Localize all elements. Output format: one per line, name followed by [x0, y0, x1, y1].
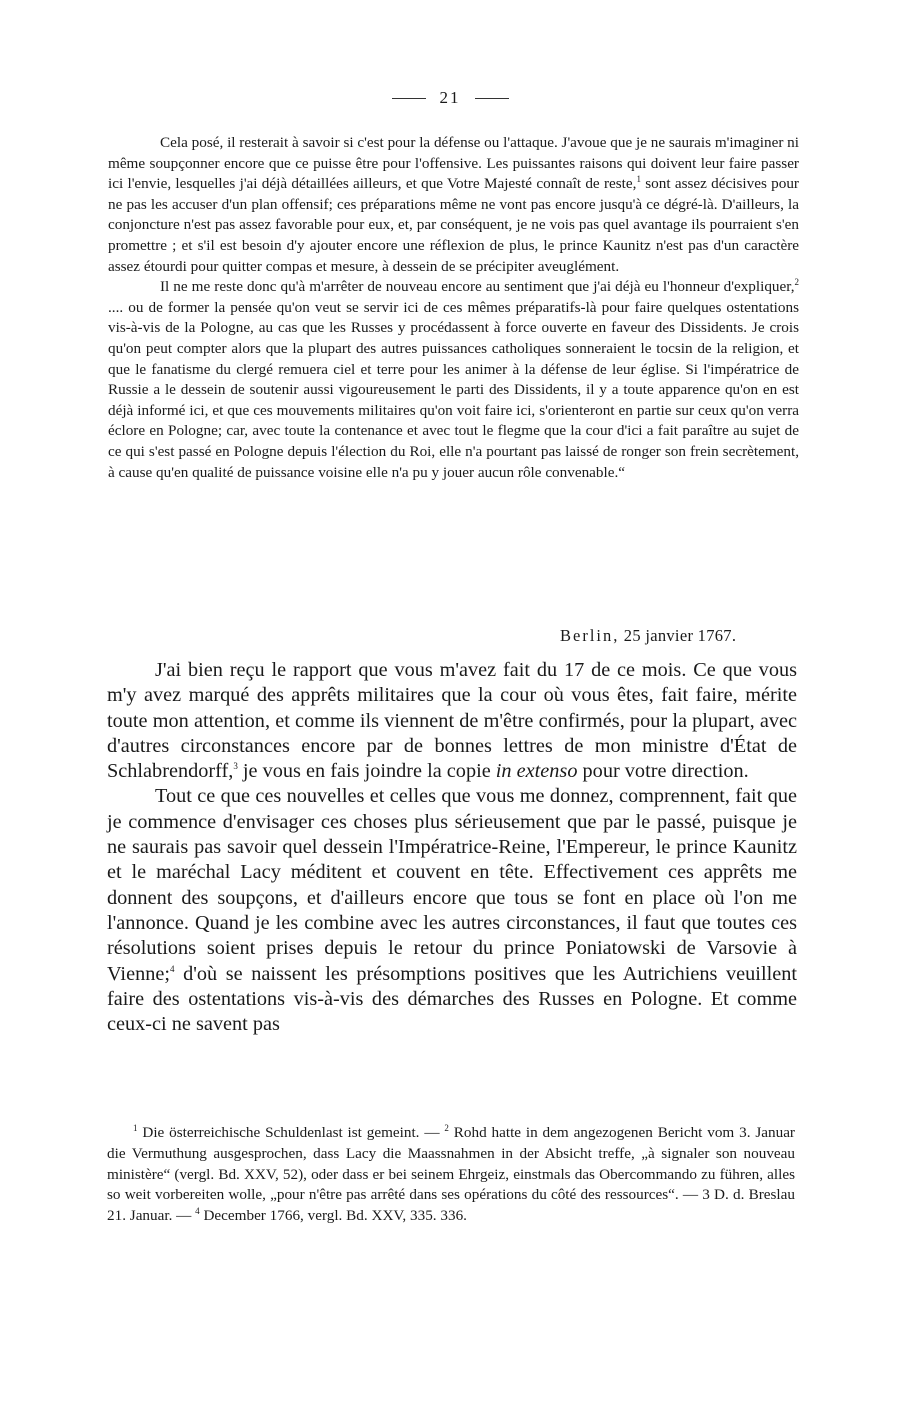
dateline — [560, 626, 736, 646]
quote-paragraph-2-text-cont: .... ou de former la pensée qu'on veut se servir ici de ces mêmes préparatifs-là pour faire quelques ostentations vis-à-vis de la Pologne, au cas que les Russes y procédassent à force ouverte en faveur des Dissidents. Je crois qu'on peut compter alors que la plupart des autres puissances catholiques sonneraient le tocsin de la religion, et que le fanatisme du clergé remuera ciel et terre pour les animer à la défense de leur église. Si l'impératrice de Russie a le dessein de soutenir aussi vigoureusement le parti des Dissidents, il y a toute apparence qu'on en est déjà informé ici, et que ces mouvements militaires qu'on voit faire ici, s'orienteront en partie sur ceux qu'on verra éclore en Pologne; car, avec toute la contenance et avec tout le flegme que la cour d'ici a fait paraître au sujet de ce qui s'est passé en Pologne depuis l'élection du Roi, elle n'a pourtant pas laissé de ronger son frein secrètement, à cause qu'en qualité de puissance voisine elle n'a pu y jouer aucun rôle convenable.“ — [108, 298, 799, 481]
footnotes — [107, 1123, 795, 1227]
dateline-place: Berlin, — [560, 626, 620, 645]
footnote-2-marker: 2 — [444, 1122, 449, 1133]
footnote-ref-3: 3 — [233, 761, 238, 772]
footnote-ref-4: 4 — [169, 963, 175, 974]
letter-paragraph-1-text: J'ai bien reçu le rapport que vous m'avez fait du 17 de ce mois. Ce que vous m'y avez marqué des apprêts militaires que la cour où vous êtes, fait faire, mérite toute mon attention, et comme ils viennent de m'être confirmés, pour la plupart, avec d'autres circonstances encore par de bonnes lettres de mon ministre d'État de Schlabrendorff, — [107, 659, 797, 783]
letter-body — [107, 658, 797, 1037]
header-rule-left — [392, 98, 426, 99]
footnote-ref-1: 1 — [636, 174, 641, 185]
quote-paragraph-1-text: Cela posé, il resterait à savoir si c'est pour la défense ou l'attaque. J'avoue que je ne saurais m'imaginer ni même soupçonner encore que ce puisse être pour l'offensive. Les puissantes raisons qui doivent leur faire passer ici l'envie, lesquelles j'ai déjà détaillées ailleurs, et que Votre Majesté connaît de reste, — [108, 134, 799, 193]
quote-paragraph-1-text-cont: sont assez décisives pour ne pas les accuser d'un plan offensif; ces préparations même ne vont pas encore jusqu'à ce dégré-là. D'ailleurs, la conjoncture n'est pas assez favorable pour eux, et, par conséquent, je ne vois pas quel avantage ils pourraient s'en promettre ; et s'il est besoin d'y ajouter encore une réflexion de plus, le prince Kaunitz n'est pas d'un caractère assez étourdi pour quitter compas et mesure, à dessein de se précipiter aveuglément. — [108, 175, 799, 275]
letter-paragraph-1-mid: je vous en fais joindre la copie — [237, 760, 496, 783]
letter-paragraph-1-end: pour votre direction. — [577, 760, 749, 783]
footnote-1-marker: 1 — [133, 1122, 138, 1133]
quote-paragraph-2 — [108, 277, 799, 483]
letter-paragraph-2-text: Tout ce que ces nouvelles et celles que vous me donnez, comprennent, fait que je commence d'envisager ces choses plus sérieusement que par le passé, puisque je ne saurais pas savoir quel dessein l'Impératrice-Reine, l'Empereur, le prince Kaunitz et le maréchal Lacy méditent et couvent en tête. Effectivement ces apprêts me donnent des soupçons, et d'ailleurs encore que tous se font en place où l'on me l'annonce. Quand je les combine avec les autres circonstances, il faut que toutes ces résolutions soient prises depuis le retour du prince Poniatowski de Varsovie à Vienne; — [107, 785, 797, 985]
page-header — [0, 88, 900, 108]
footnote-1-text: Die österreichische Schuldenlast ist gemeint. — — [137, 1124, 445, 1141]
footnote-2-text: Rohd hatte in dem angezogenen Bericht vom 3. Januar die Vermuthung ausgesprochen, dass Lacy die Maassnahmen in der Absicht treffe, „à signaler son nouveau ministère“ (vergl. Bd. XXV, 52), oder dass er bei seinem Ehrgeiz, einstmals das Obercommando zu führen, alles so weit vorbereiten wolle, „pour n'être pas arrêté dans ses opérations du côté des ressources“. — 3 D. d. Breslau 21. Januar. — — [107, 1124, 795, 1225]
dateline-date: 25 janvier 1767. — [619, 626, 737, 645]
italic-phrase: in extenso — [495, 760, 578, 783]
quote-paragraph-2-text: Il ne me reste donc qu'à m'arrêter de nouveau encore au sentiment que j'ai déjà eu l'honneur d'expliquer, — [160, 278, 795, 296]
header-rule-right — [475, 98, 509, 99]
footnote-4-marker: 4 — [195, 1206, 200, 1217]
footnote-4-text: December 1766, vergl. Bd. XXV, 335. 336. — [199, 1207, 467, 1225]
page-number: 21 — [439, 88, 461, 107]
letter-paragraph-2 — [107, 784, 797, 1037]
footnote-ref-2: 2 — [794, 277, 799, 288]
quote-paragraph-1 — [108, 133, 799, 277]
quoted-report — [108, 133, 799, 483]
letter-paragraph-1 — [107, 658, 797, 784]
letter-paragraph-2-end: d'où se naissent les présomptions positives que les Autrichiens veuillent faire des ostentations vis-à-vis des démarches des Russes en Pologne. Et comme ceux-ci ne savent pas — [107, 962, 797, 1036]
